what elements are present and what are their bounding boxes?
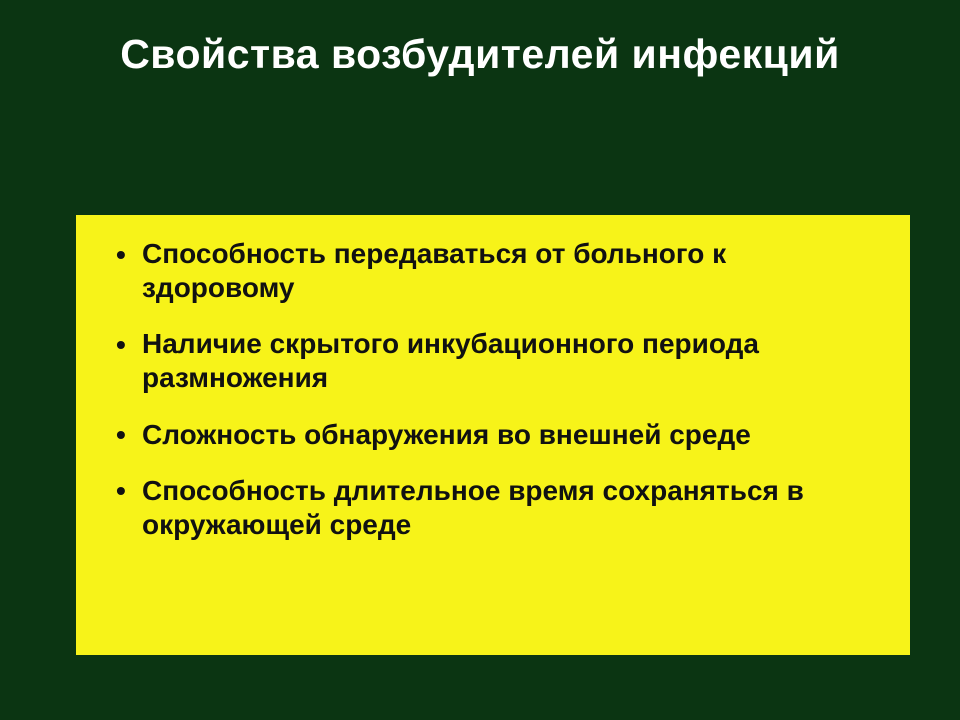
bullet-icon: •: [116, 328, 126, 360]
bullet-icon: •: [116, 238, 126, 270]
list-item: [106, 237, 880, 305]
page-title: Свойства возбудителей инфекций: [120, 31, 840, 77]
list-item: [106, 327, 880, 395]
list-item-label: Способность длительное время сохраняться в окружающей среде: [142, 474, 804, 540]
list-item-label: Сложность обнаружения во внешней среде: [142, 418, 751, 450]
list-item: [106, 418, 880, 452]
bullet-icon: •: [116, 475, 126, 507]
content-box: [76, 215, 910, 655]
bullet-icon: •: [116, 419, 126, 451]
bullet-list: [106, 237, 880, 542]
list-item-label: Способность передаваться от больного к здоровому: [142, 238, 727, 304]
list-item-label: Наличие скрытого инкубационного периода размножения: [142, 328, 759, 394]
list-item: [106, 474, 880, 542]
